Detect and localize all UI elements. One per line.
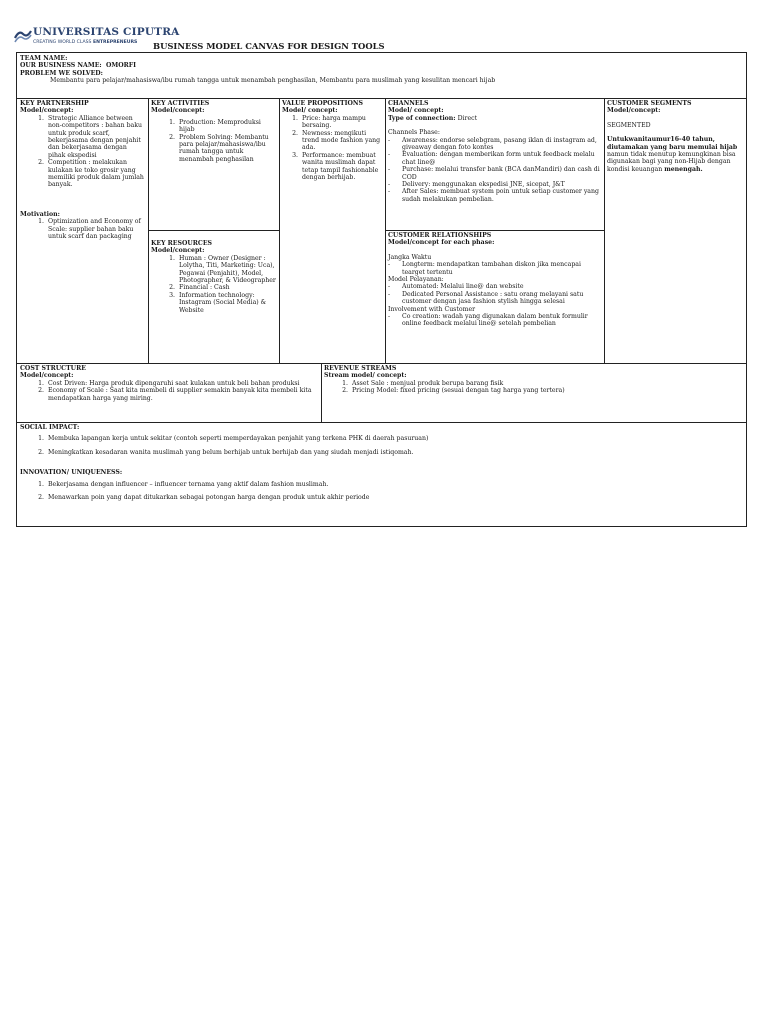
model-label: Model/concept:: [607, 107, 661, 115]
section-title: REVENUE STREAMS: [324, 365, 397, 372]
revenue-streams-section: [322, 364, 746, 422]
model-label: Stream model/ concept:: [324, 372, 407, 380]
list-item: - Automated: Melalui line@ dan website: [388, 283, 602, 290]
model-label: Model/concept for each phase:: [388, 239, 495, 247]
list-item: 2. Problem Solving: Membantu para pelajar/mahasiswa/ibu rumah tangga untuk menambah penghasilan: [177, 134, 277, 164]
key-partnership-section: [18, 99, 148, 363]
list-item: 2. Newness: mengikuti trend mode fashion yang ada.: [300, 130, 383, 152]
innovation-title: INNOVATION/ UNIQUENESS:: [20, 469, 123, 477]
section-title: CHANNELS: [388, 100, 429, 107]
model-label: Model/concept:: [20, 107, 74, 115]
list-item: - After Sales: membuat system poin untuk setiap customer yang sudah melakukan pembelian.: [388, 188, 602, 203]
list-item: - Dedicated Personal Assistance : satu orang melayani satu customer dengan jasa fashion stylish hingga selesai: [388, 291, 602, 306]
document-title: BUSINESS MODEL CANVAS FOR DESIGN TOOLS: [153, 41, 385, 51]
section-title: CUSTOMER SEGMENTS: [607, 100, 692, 107]
list-item: 3. Information technology: Instagram (Social Media) & Website: [177, 292, 277, 314]
section-title: CUSTOMER RELATIONSHIPS: [388, 232, 492, 239]
cost-structure-section: [18, 364, 321, 422]
list-item: 1. Bekerjasama dengan influencer – influencer ternama yang aktif dalam fashion muslimah.: [46, 481, 743, 488]
customer-segments-section: [605, 99, 746, 363]
section-title: KEY ACTIVITIES: [151, 100, 210, 107]
list-item: 1. Asset Sale : menjual produk berupa barang fisik: [350, 380, 744, 387]
model-label: Model/concept:: [151, 247, 205, 255]
list-item: 2. Meningkatkan kesadaran wanita muslimah yang belum berhijab untuk berhijab dan yang siudah menjadi istiqomah.: [46, 449, 743, 456]
business-name: OUR BUSINESS NAME: OMORFI: [20, 62, 137, 70]
section-title: KEY PARTNERSHIP: [20, 100, 89, 107]
problem-text: Membantu para pelajar/mahasiswa/ibu rumah tangga untuk menambah penghasilan, Membantu para muslimah yang kesulitan mencari hijab: [50, 77, 496, 85]
list-item: - Longterm: mendapatkan tambahan diskon jika mencapai tearget tertentu: [388, 261, 602, 276]
segment-type: SEGMENTED: [607, 121, 651, 129]
model-label: Model/concept:: [151, 107, 205, 115]
section-title: COST STRUCTURE: [20, 365, 86, 372]
group-label: Involvement with Customer: [388, 305, 476, 313]
list-item: 1. Human : Owner (Designer : Lolytha, Titi, Marketing: Uca), Pegawai (Penjahit), Model, Photographer, & Videographer: [177, 255, 277, 285]
list-item: - Co creation: wadah yang digunakan dalam bentuk formulir online feedback melalui line@ setelah pembelian: [388, 313, 602, 328]
motivation-label: Motivation:: [20, 210, 60, 218]
business-model-canvas: [16, 52, 747, 527]
group-label: Model Pelayanan:: [388, 276, 444, 284]
section-title: VALUE PROPOSITIONS: [282, 100, 364, 107]
key-activities-section: [149, 99, 279, 230]
list-item: 1. Cost Driven: Harga produk dipengaruhi saat kulakan untuk beli bahan produksi: [46, 380, 319, 387]
list-item: 2. Menawarkan poin yang dapat ditukarkan sebagai potongan harga dengan produk untuk akhir periode: [46, 494, 743, 501]
group-label: Jangka Waktu: [388, 253, 432, 261]
list-item: 1. Production: Memproduksi hijab: [177, 119, 277, 134]
list-item: 1. Membuka lapangan kerja untuk sekitar (contoh seperti memperdayakan penjahit yang terkena PHK di daerah pasuruan): [46, 435, 743, 442]
list-item: 1. Price: harga mampu bersaing.: [300, 115, 383, 130]
team-name-label: TEAM NAME:: [20, 55, 68, 62]
value-propositions-section: [280, 99, 385, 363]
phase-label: Channels Phase:: [388, 129, 440, 137]
list-item: 2. Financial : Cash: [177, 284, 277, 291]
model-label: Model/concept:: [20, 372, 74, 380]
model-label: Model/ concept:: [388, 107, 444, 115]
channels-section: [386, 99, 604, 230]
section-title: KEY RESOURCES: [151, 240, 213, 247]
connection-type: Type of connection: Direct: [388, 114, 478, 122]
list-item: 1. Optimization and Economy of Scale: supplier bahan baku untuk scarf dan packaging: [46, 218, 146, 240]
problem-label: PROBLEM WE SOLVED:: [20, 69, 103, 77]
key-resources-section: [149, 231, 279, 363]
customer-relationships-section: [386, 231, 604, 363]
model-label: Model/ concept:: [282, 107, 338, 115]
logo-tagline: CREATING WORLD CLASS ENTREPRENEURS: [33, 40, 138, 45]
list-item: - Evaluation: dengan memberikan form untuk feedback melalu chat line@: [388, 151, 602, 166]
university-logo: [14, 26, 180, 50]
list-item: - Delivery: menggunakan ekspedisi JNE, sicepat, J&T: [388, 181, 602, 188]
social-innovation-section: [18, 423, 745, 526]
list-item: - Awareness: endorse selebgram, pasang iklan di instagram ad, giveaway dengan foto kontes: [388, 137, 602, 152]
segment-description: Untukwanitaumur16-40 tahun, diutamakan yang baru memulai hijab namun tidak menutup kemungkinan bisa digunakan bagi yang non-Hijab dengan kondisi keuangan menengah.: [607, 136, 738, 173]
logo-text: UNIVERSITAS CIPUTRA: [33, 26, 180, 38]
list-item: 2. Pricing Model: fixed pricing (sesuai dengan tag harga yang tertera): [350, 387, 744, 394]
list-item: 3. Performance: membuat wanita muslimah dapat tetap tampil fashionable dengan berhijab.: [300, 152, 383, 182]
list-item: 2. Competition : melakukan kulakan ke toko grosir yang memiliki produk dalam jumlah banyak.: [46, 159, 146, 189]
wave-logo-icon: [14, 28, 32, 44]
social-impact-title: SOCIAL IMPACT:: [20, 424, 80, 431]
team-section: [18, 54, 745, 98]
list-item: 1. Strategic Alliance between non-competitors : bahan baku untuk produk scarf, bekerjasama dengan penjahit dan bekerjasama dengan pihak ekspedisi: [46, 115, 146, 159]
list-item: - Purchase: melalui transfer bank (BCA danMandiri) dan cash di COD: [388, 166, 602, 181]
list-item: 2. Economy of Scale : Saat kita membeli di supplier semakin banyak kita membeli kita mendapatkan harga yang miring.: [46, 387, 319, 402]
